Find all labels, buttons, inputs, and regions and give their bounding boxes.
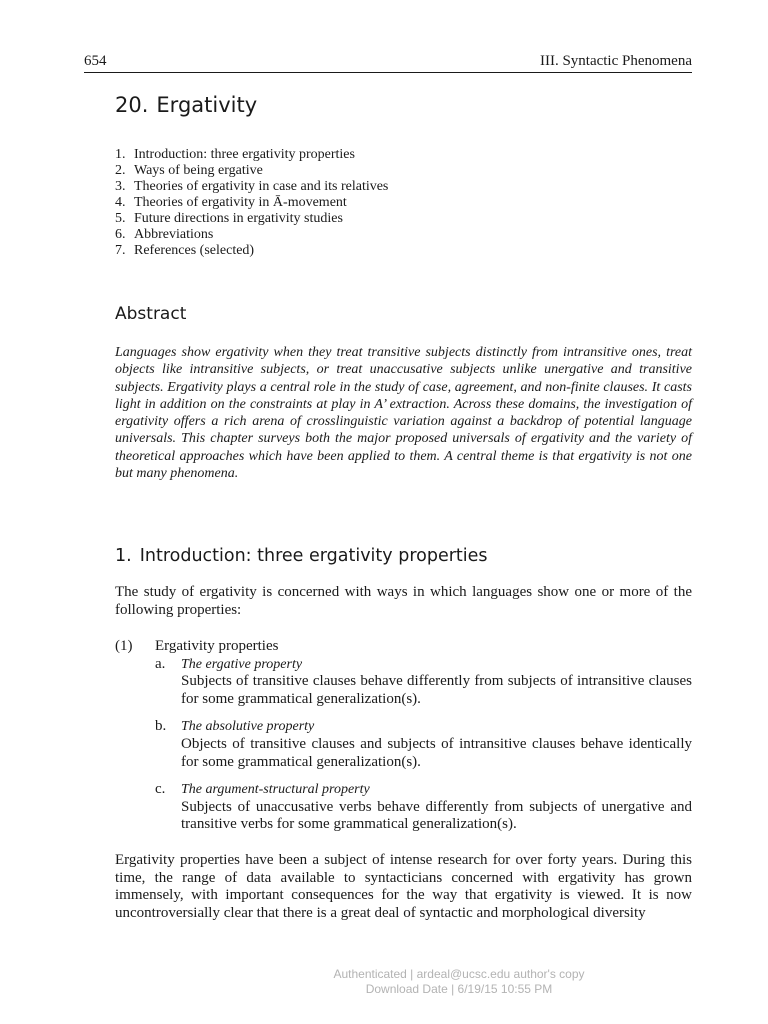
toc-label: Introduction: three ergativity properties xyxy=(134,147,355,162)
toc-number: 2. xyxy=(115,163,126,178)
toc-item xyxy=(115,195,388,211)
toc-number: 3. xyxy=(115,179,126,194)
page xyxy=(84,0,692,1024)
toc-label: Theories of ergativity in Ā-movement xyxy=(134,195,347,210)
example-item-letter: b. xyxy=(155,718,167,735)
toc-label: References (selected) xyxy=(134,243,255,258)
toc-number: 4. xyxy=(115,195,126,210)
intro-paragraph: The study of ergativity is concerned with ways in which languages show one or more of the following properties: xyxy=(115,584,692,618)
example-number: (1) xyxy=(115,638,133,654)
part-title: III. Syntactic Phenomena xyxy=(539,53,692,69)
toc-item xyxy=(115,243,388,259)
example-item xyxy=(155,718,692,771)
example-item-text: Subjects of unaccusative verbs behave differently from subjects of unergative and transitive verbs for some grammatical generalization(s). xyxy=(181,798,692,833)
example-item-letter: a. xyxy=(155,655,166,672)
toc-number: 7. xyxy=(115,243,126,258)
example-item-label: The ergative property xyxy=(181,656,303,672)
running-header xyxy=(84,52,692,73)
example-item xyxy=(155,781,692,834)
example-item-text: Subjects of transitive clauses behave differently from subjects of intransitive clauses for some grammatical generalization(s). xyxy=(181,673,692,707)
section-heading xyxy=(115,545,488,567)
chapter-number: 20. xyxy=(115,93,149,117)
page-number: 654 xyxy=(84,53,107,69)
abstract-text: Languages show ergativity when they treat transitive subjects distinctly from intransitive ones, treat objects like intransitive subjects, or treat unaccusative subjects unlike unergative and transitive subjects. Ergativity plays a central role in the study of case, agreement, and non-finite clauses. It casts light in addition on the constraints at play in A’ extraction. Across these domains, the investigation of ergativity offers a rich arena of crosslinguistic variation against a backdrop of potential language universals. This chapter surveys both the major proposed universals of ergativity and the variety of theoretical approaches which have been applied to them. A central theme is that ergativity is not one but many phenomena. xyxy=(115,345,692,482)
toc-label: Ways of being ergative xyxy=(134,163,263,178)
toc-item xyxy=(115,211,388,227)
watermark-line: Authenticated | ardeal@ucsc.edu author's copy xyxy=(333,967,585,981)
toc-item xyxy=(115,147,388,163)
toc-label: Abbreviations xyxy=(134,227,214,242)
example-header xyxy=(115,638,692,656)
example-item xyxy=(155,656,692,709)
toc-item xyxy=(115,163,388,179)
example-item-label: The argument-structural property xyxy=(181,782,370,798)
abstract-heading: Abstract xyxy=(115,304,187,324)
toc-label: Future directions in ergativity studies xyxy=(134,211,343,226)
chapter-title xyxy=(115,92,257,118)
toc-number: 1. xyxy=(115,147,126,162)
toc-item xyxy=(115,227,388,243)
example-item-text: Objects of transitive clauses and subjects of intransitive clauses behave identically for some grammatical generalization(s). xyxy=(181,735,692,770)
chapter-title-text: Ergativity xyxy=(156,93,258,117)
toc-number: 5. xyxy=(115,211,126,226)
watermark-line: Download Date | 6/19/15 10:55 PM xyxy=(365,982,553,996)
toc-label: Theories of ergativity in case and its relatives xyxy=(134,179,389,194)
body-paragraph: Ergativity properties have been a subject of intense research for over forty years. During this time, the range of data available to syntacticians concerned with ergativity has grown immensely, with important consequences for the way that ergativity is viewed. It is now uncontroversially clear that there is a great deal of syntactic and morphological diversity xyxy=(115,852,692,921)
example-item-letter: c. xyxy=(155,781,166,798)
toc-number: 6. xyxy=(115,227,126,242)
example-item-label: The absolutive property xyxy=(181,719,315,735)
download-watermark xyxy=(0,967,768,997)
table-of-contents xyxy=(115,147,388,259)
example-block xyxy=(115,638,692,834)
toc-item xyxy=(115,179,388,195)
example-title: Ergativity properties xyxy=(155,638,279,654)
section-number: 1. xyxy=(115,546,132,566)
section-title: Introduction: three ergativity properties xyxy=(139,546,488,566)
